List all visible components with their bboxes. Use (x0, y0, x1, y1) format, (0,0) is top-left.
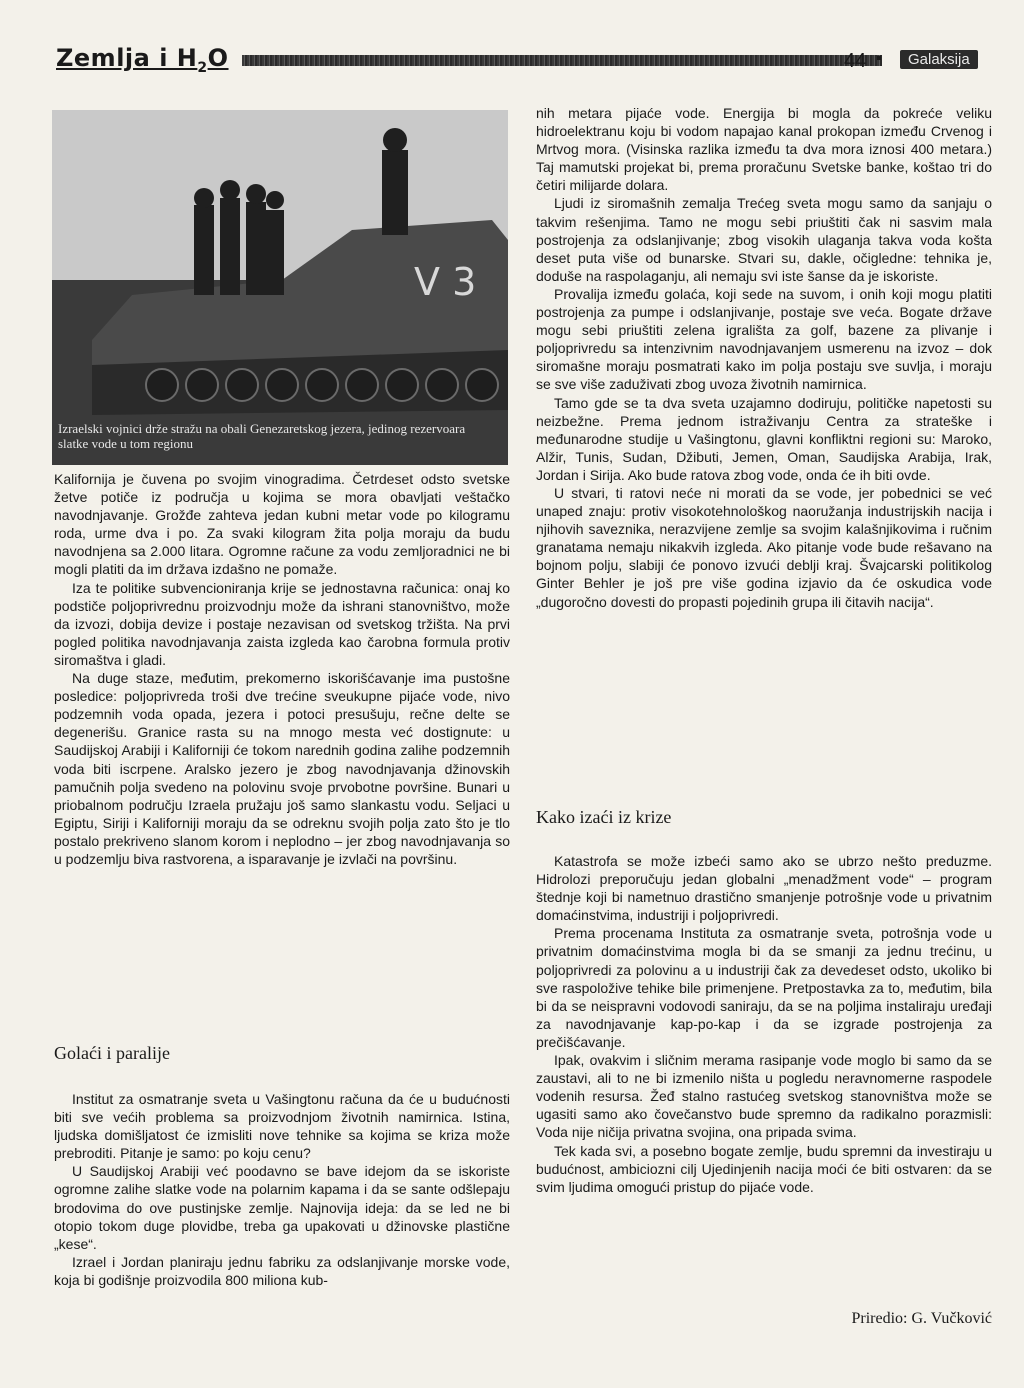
header-rule (242, 55, 882, 66)
subheading-golaci (54, 1044, 170, 1062)
article-left-column-top (54, 470, 510, 868)
paragraph: Prema procenama Instituta za osmatranje sveta, potrošnja vode u privatnim domaćinstvima mogla bi da se smanji za jednu trećinu, u poljoprivredi za polovinu a u industriji čak za devedeset odsto, ukoliko bi sve raspoložive tehike bile primenjene. Pretpostavka za to, međutim, bila bi da se neispravni vodovodi saniraju, da se na poljima instaliraju uređaji za navodnjavanje kap-po-kap i da se izgrade postrojenja za prečišćavanje. (536, 925, 992, 1050)
paragraph: Kalifornija je čuvena po svojim vinogradima. Četrdeset odsto svetske žetve potiče iz područja u kojima se mora obavljati veštačko navodnjavanje. Grožđe zahteva jedan kubni metar vode po kilogramu roda, urme dva i po. Za svaki kilogram žita polja moraju da budu navodnjena sa 2.000 litara. Ogromne račune za vodu zemljoradnici ne bi mogli platiti da im država izdašno ne pomaže. (54, 471, 510, 578)
paragraph: Institut za osmatranje sveta u Vašingtonu računa da će u budućnosti biti sve većih problema sa proizvodnjom životnih namirnica. Istina, ljudska domišljatost će izmisliti nove tehnike sa kojima se kriza može prebroditi. Pitanje je samo: po koju cenu? (54, 1091, 510, 1162)
author-signature: Priredio: G. Vučković (851, 1310, 992, 1327)
article-photo (52, 110, 508, 465)
paragraph: Ljudi iz siromašnih zemalja Trećeg sveta mogu samo da sanjaju o takvim rešenjima. Tamo ne mogu sebi priuštiti čak ni sasvim mala postrojenja za odslanjivanje; zbog visokih ulaganja takva voda košta deset puta više od bunarske. Stvari su, dakle, očigledne: tehnika je, doduše na raspolaganju, ali nemaju svi iste šanse da je iskoriste. (536, 195, 992, 284)
paragraph: Provalija između golaća, koji sede na suvom, i onih koji mogu platiti postrojenja za pumpe i odslanjivanje, postaje sve veća. Bogate države mogu sebi priuštiti zelena igrališta za golf, bazene za plivanje i poljoprivredu sa intenzivnim navodnjavanjem usmerenu na izvoz – dok siromašne moraju posmatrati kako im polja postaju sve suvlja, i moraju se sve više zaduživati zbog uvoza životnih namirnica. (536, 285, 992, 393)
paragraph: Izrael i Jordan planiraju jednu fabriku za odslanjivanje morske vode, koja bi godišnje proizvodila 800 miliona kub- (54, 1253, 510, 1288)
bullet-separator: ▪ (876, 50, 882, 67)
photo-caption: Izraelski vojnici drže stražu na obali Genezaretskog jezera, jedinog rezervoara slatke vode u tom regionu (58, 421, 466, 451)
paragraph: U Saudijskoj Arabiji već poodavno se bave idejom da se iskoriste ogromne zalihe slatke vode na polarnim kapama i da se sante odšlepaju brodovima do ove pustinjske zemlje. Najnovija ideja: da se led ne bi otopio tokom duge plovidbe, treba ga upakovati u džinovske plastične „kese“. (54, 1163, 510, 1252)
page-header (52, 42, 994, 78)
svg-text:V 3: V 3 (414, 260, 477, 304)
paragraph: Na duge staze, međutim, prekomerno iskorišćavanje ima pustošne posledice: poljoprivreda troši dve trećine sveukupne pijaće vode, nivo podzemnih voda opada, jezera i potoci presušuju, rečne delte se degenerišu. Granice rasta su na mnogo mesta već dostignute: u Saudijskoj Arabiji i Kaliforniji će tokom narednih godina zalihe podzemnih voda biti iscrpene. Aralsko jezero je zbog navodnjavanja džinovskih pamučnih polja svedeno na polovinu svoje prvobotne površine. Bunari u priobalnom području Izraela pružaju još samo slankastu vodu. Seljaci u Egiptu, Siriji i Kaliforniji moraju da se odreknu svojih polja zato što je tlo postalo prekriveno slanom korom i neplodno – jer zbog navodnjavanja so u podzemlju biva rastvorena, a isparavanje je izvlači na površinu. (54, 670, 510, 867)
section-heading: Kako izaći iz krize (536, 807, 672, 827)
paragraph: Tek kada svi, a posebno bogate zemlje, budu spremni da investiraju u budućnost, ambiciozni cilj Ujedinjenih nacija moći će biti ostvaren: da se svim ljudima omogući pristup do pijaće vode. (536, 1142, 992, 1195)
section-heading: Golaći i paralije (54, 1043, 170, 1063)
paragraph: nih metara pijaće vode. Energija bi mogla da pokreće veliku hidroelektranu koju bi vodom napajao kanal prokopan između Crvenog i Mrtvog mora. (Visinska razlika između ta dva mora iznosi 400 metara.) Taj mamutski projekat bi, prema proračunu Svetske banke, koštao tri do četiri milijarde dolara. (536, 105, 992, 194)
paragraph: U stvari, ti ratovi neće ni morati da se vode, jer pobednici se već unaped znaju: protiv visokotehnološkog naoružanja industrijskih nacija i njihovih saveznika, nerazvijene zemlje sa svojim kalašnjikovima i ručnim granatama nemaju nikakvih izgleda. Ako pitanje vode bude rešavano na bojnom polju, slabiji će ponovo izvući deblji kraj. Švajcarski politikolog Ginter Behler je još pre više godina izjavio da će oskudica vode „dugoročno dovesti do propasti pojedinih grupa ili čitavih nacija“. (536, 484, 992, 610)
tank-soldiers-illustration (52, 110, 508, 465)
article-right-column-bottom (536, 852, 992, 1196)
column-title: Zemlja i $H_2O$ (56, 44, 229, 76)
paragraph: Tamo gde se ta dva sveta uzajamno dodiruju, političke napetosti su neizbežne. Prema jednom istraživanju Centra za strateške i međunarodne studije u Vašingtonu, glavni konfliktni regioni su: Maroko, Alžir, Tunis, Sudan, Džibuti, Jemen, Oman, Saudijska Arabija, Irak, Jordan i Sirija. Ako bude ratova zbog vode, onda će ih biti ovde. (536, 394, 992, 483)
page-number: 44 (844, 50, 867, 72)
magazine-section-badge: Galaksija (900, 50, 978, 69)
paragraph: Katastrofa se može izbeći samo ako se ubrzo nešto preduzme. Hidrolozi preporučuju jedan globalni „menadžment vode“ – program štednje koji bi nametnuo drastično smanjenje potrošnje vode u privatnim domaćinstvima, industriji i poljoprivredi. (536, 853, 992, 924)
subheading-kriza (536, 808, 671, 826)
paragraph: Ipak, ovakvim i sličnim merama rasipanje vode moglo bi samo da se zaustavi, ali to ne bi izmenilo ništa u pogledu neravnomerne raspodele vodenih resursa. Žeđ stalno rastućeg svetskog stanovništva može se ugasiti samo ako čovečanstvo bude spremno da radikalno porazmisli: Voda nije ničija privatna svojina, ona pripada svima. (536, 1052, 992, 1141)
article-left-column-bottom (54, 1090, 510, 1289)
paragraph: Iza te politike subvencioniranja krije se jednostavna računica: onaj ko podstiče poljoprivrednu proizvodnju može da ishrani stanovništvo, može da izvozi, dobija devize i postaje nezavisan od svetskog tržišta. Na prvi pogled politika navodnjavanja zaista izgleda kao čarobna formula protiv siromaštva i gladi. (54, 579, 510, 668)
article-right-column-top (536, 104, 992, 611)
